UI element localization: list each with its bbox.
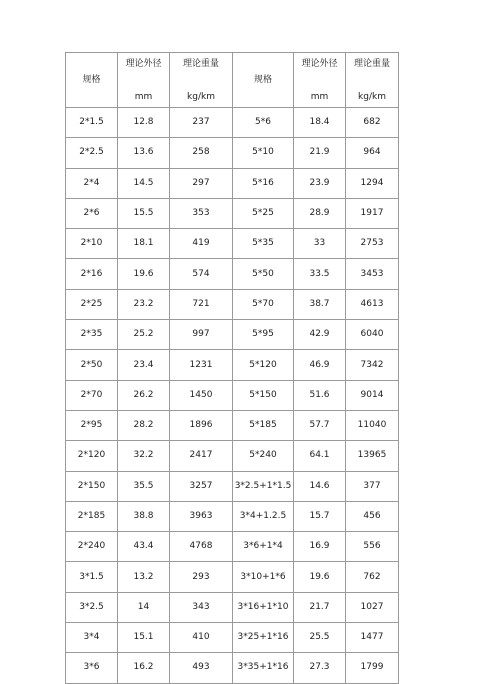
cell-spec-left: 2*120: [66, 441, 118, 471]
cell-diameter-left: 23.2: [118, 289, 170, 319]
cell-weight-right: 1477: [346, 623, 399, 653]
cell-diameter-right: 25.5: [294, 623, 346, 653]
cell-spec-right: 5*35: [233, 229, 294, 259]
cell-weight-right: 1294: [346, 168, 399, 198]
cell-weight-right: 964: [346, 138, 399, 168]
table-row: [66, 320, 399, 350]
cell-diameter-left: 28.2: [118, 410, 170, 440]
cell-spec-right: 5*50: [233, 259, 294, 289]
cell-spec-left: 2*2.5: [66, 138, 118, 168]
cell-weight-right: 2753: [346, 229, 399, 259]
table-row: [66, 532, 399, 562]
cell-diameter-right: 42.9: [294, 320, 346, 350]
table-header-row: [66, 53, 399, 108]
cell-diameter-left: 43.4: [118, 532, 170, 562]
cell-diameter-right: 21.7: [294, 592, 346, 622]
table-row: [66, 562, 399, 592]
cell-diameter-left: 15.5: [118, 198, 170, 228]
cell-spec-right: 5*70: [233, 289, 294, 319]
cell-weight-left: 297: [170, 168, 233, 198]
table-row: [66, 138, 399, 168]
cell-diameter-left: 19.6: [118, 259, 170, 289]
table-row: [66, 441, 399, 471]
cell-diameter-right: 27.3: [294, 653, 346, 683]
cell-spec-left: 2*25: [66, 289, 118, 319]
cell-spec-left: 3*6: [66, 653, 118, 683]
cell-weight-left: 237: [170, 108, 233, 138]
cell-weight-left: 1231: [170, 350, 233, 380]
table-row: [66, 289, 399, 319]
cell-weight-left: 1450: [170, 380, 233, 410]
cell-weight-left: 997: [170, 320, 233, 350]
table-row: [66, 592, 399, 622]
cell-weight-left: 4768: [170, 532, 233, 562]
header-spec-right: 规格: [233, 53, 294, 108]
cell-weight-left: 258: [170, 138, 233, 168]
cell-spec-left: 2*95: [66, 410, 118, 440]
table-row: [66, 501, 399, 531]
cell-diameter-left: 38.8: [118, 501, 170, 531]
cell-spec-left: 2*35: [66, 320, 118, 350]
cell-diameter-left: 32.2: [118, 441, 170, 471]
cell-spec-left: 2*4: [66, 168, 118, 198]
cell-weight-right: 3453: [346, 259, 399, 289]
cell-spec-left: 2*1.5: [66, 108, 118, 138]
cell-spec-right: 3*16+1*10: [233, 592, 294, 622]
cell-weight-left: 574: [170, 259, 233, 289]
cell-weight-right: 377: [346, 471, 399, 501]
cell-diameter-right: 19.6: [294, 562, 346, 592]
cell-diameter-left: 13.2: [118, 562, 170, 592]
cell-weight-right: 9014: [346, 380, 399, 410]
cell-spec-left: 2*150: [66, 471, 118, 501]
cell-diameter-right: 28.9: [294, 198, 346, 228]
cell-diameter-right: 51.6: [294, 380, 346, 410]
cell-spec-left: 2*50: [66, 350, 118, 380]
cell-weight-left: 721: [170, 289, 233, 319]
cell-spec-right: 3*35+1*16: [233, 653, 294, 683]
cell-spec-right: 5*10: [233, 138, 294, 168]
cell-weight-right: 456: [346, 501, 399, 531]
cell-diameter-left: 16.2: [118, 653, 170, 683]
cell-spec-right: 5*150: [233, 380, 294, 410]
table-row: [66, 198, 399, 228]
cell-weight-right: 682: [346, 108, 399, 138]
table-row: [66, 108, 399, 138]
cell-diameter-left: 12.8: [118, 108, 170, 138]
cell-weight-left: 1896: [170, 410, 233, 440]
cell-diameter-right: 14.6: [294, 471, 346, 501]
table-row: [66, 259, 399, 289]
cell-diameter-left: 14.5: [118, 168, 170, 198]
cell-spec-right: 5*6: [233, 108, 294, 138]
cell-weight-right: 13965: [346, 441, 399, 471]
cell-spec-left: 2*16: [66, 259, 118, 289]
cell-spec-right: 5*95: [233, 320, 294, 350]
cell-spec-right: 5*120: [233, 350, 294, 380]
header-diameter-right: 理论外径 mm: [294, 53, 346, 108]
cell-weight-right: 762: [346, 562, 399, 592]
table-row: [66, 623, 399, 653]
table-row: [66, 380, 399, 410]
cell-spec-right: 3*2.5+1*1.5: [233, 471, 294, 501]
cell-diameter-right: 18.4: [294, 108, 346, 138]
table-body: [66, 108, 399, 684]
cell-spec-left: 2*185: [66, 501, 118, 531]
cell-diameter-right: 64.1: [294, 441, 346, 471]
cell-weight-right: 7342: [346, 350, 399, 380]
cell-diameter-right: 15.7: [294, 501, 346, 531]
header-spec-left: 规格: [66, 53, 118, 108]
cell-spec-right: 3*4+1.2.5: [233, 501, 294, 531]
cell-diameter-left: 25.2: [118, 320, 170, 350]
cell-diameter-right: 16.9: [294, 532, 346, 562]
cell-spec-right: 3*25+1*16: [233, 623, 294, 653]
cell-spec-right: 5*185: [233, 410, 294, 440]
cell-spec-left: 2*10: [66, 229, 118, 259]
header-weight-left: 理论重量 kg/km: [170, 53, 233, 108]
cell-weight-left: 353: [170, 198, 233, 228]
cell-weight-left: 493: [170, 653, 233, 683]
cell-weight-right: 1799: [346, 653, 399, 683]
cell-diameter-right: 23.9: [294, 168, 346, 198]
cell-diameter-left: 14: [118, 592, 170, 622]
table-row: [66, 350, 399, 380]
cell-diameter-left: 15.1: [118, 623, 170, 653]
table-row: [66, 229, 399, 259]
cell-spec-left: 3*1.5: [66, 562, 118, 592]
cell-weight-left: 343: [170, 592, 233, 622]
cell-weight-left: 419: [170, 229, 233, 259]
cell-diameter-right: 33.5: [294, 259, 346, 289]
cell-spec-left: 2*240: [66, 532, 118, 562]
cell-diameter-right: 57.7: [294, 410, 346, 440]
table-row: [66, 168, 399, 198]
cell-diameter-left: 26.2: [118, 380, 170, 410]
cell-spec-right: 3*10+1*6: [233, 562, 294, 592]
table-row: [66, 653, 399, 683]
cell-spec-right: 5*240: [233, 441, 294, 471]
cell-weight-left: 3963: [170, 501, 233, 531]
cable-spec-table: [65, 52, 399, 684]
cell-diameter-left: 18.1: [118, 229, 170, 259]
cell-spec-left: 2*70: [66, 380, 118, 410]
table-row: [66, 410, 399, 440]
cell-spec-left: 2*6: [66, 198, 118, 228]
cell-diameter-left: 13.6: [118, 138, 170, 168]
cell-spec-left: 3*2.5: [66, 592, 118, 622]
cell-weight-left: 3257: [170, 471, 233, 501]
header-diameter-left: 理论外径 mm: [118, 53, 170, 108]
cell-weight-right: 1917: [346, 198, 399, 228]
header-weight-right: 理论重量 kg/km: [346, 53, 399, 108]
cell-diameter-left: 35.5: [118, 471, 170, 501]
cell-weight-right: 11040: [346, 410, 399, 440]
cell-weight-right: 4613: [346, 289, 399, 319]
cell-weight-left: 293: [170, 562, 233, 592]
cell-spec-left: 3*4: [66, 623, 118, 653]
cell-spec-right: 5*16: [233, 168, 294, 198]
table-row: [66, 471, 399, 501]
cell-weight-left: 410: [170, 623, 233, 653]
cell-diameter-right: 38.7: [294, 289, 346, 319]
cell-diameter-right: 46.9: [294, 350, 346, 380]
cell-weight-right: 556: [346, 532, 399, 562]
cell-spec-right: 5*25: [233, 198, 294, 228]
cell-diameter-left: 23.4: [118, 350, 170, 380]
cell-weight-left: 2417: [170, 441, 233, 471]
cell-diameter-right: 33: [294, 229, 346, 259]
cell-weight-right: 1027: [346, 592, 399, 622]
cell-diameter-right: 21.9: [294, 138, 346, 168]
cell-weight-right: 6040: [346, 320, 399, 350]
cell-spec-right: 3*6+1*4: [233, 532, 294, 562]
